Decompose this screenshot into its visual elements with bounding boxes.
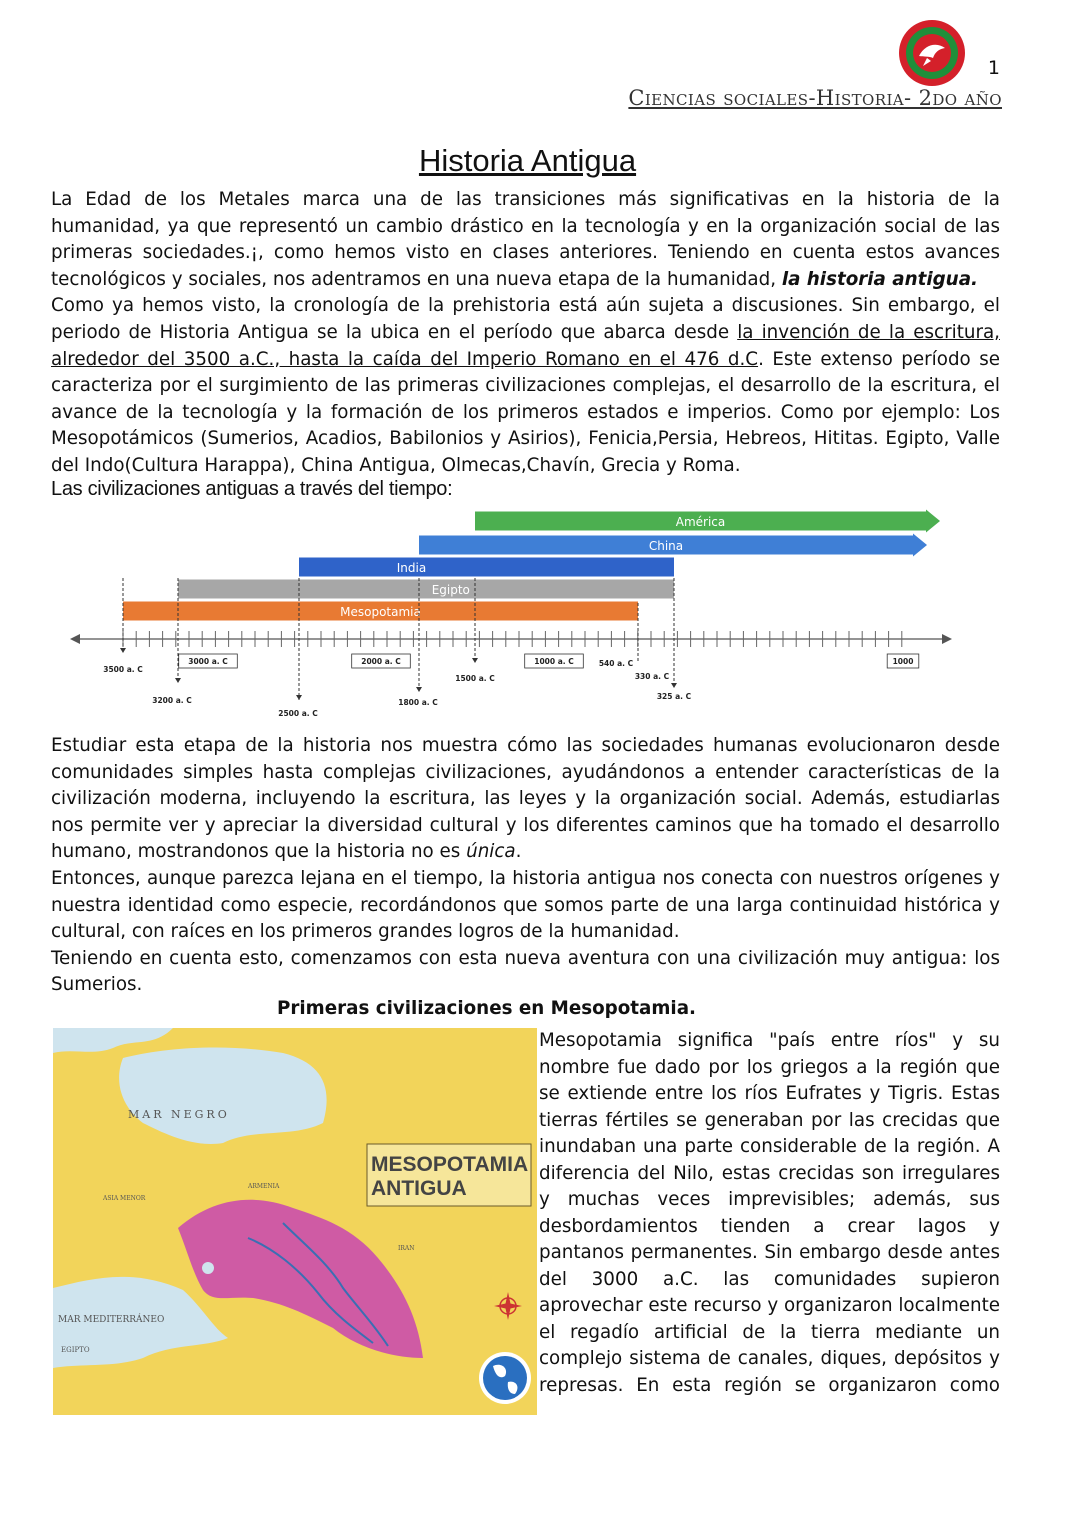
- intro-text: [51, 187, 1000, 480]
- body-paragraph-4: Entonces, aunque parezca lejana en el tiempo, la historia antigua nos conecta con nuestros orígenes y nuestra identidad como especie, recordándonos que somos parte de una larga continuidad histórica y cultural, con raíces en los primeros grandes logros de la humanidad.: [51, 867, 1000, 943]
- timeline-tick-label: 2000 a. C: [361, 657, 401, 666]
- intro-paragraph-2: Como ya hemos visto, la cronología de la prehistoria está aún sujeta a discusiones. Sin embargo, el periodo de Historia Antigua se la ubica en el período que abarca desde la invención de la escritura, alrededor del 3500 a.C., hasta la caída del Imperio Romano en el 476 d.C. Este extenso período se caracteriza por el surgimiento de las primeras civilizaciones complejas, el desarrollo de la escritura, el avance de la tecnología y la formación de los primeros estados e imperios. Como por ejemplo: Los Mesopotámicos (Sumerios, Acadios, Babilonios y Asirios), Fenicia,Persia, Hebreos, Hititas. Egipto, Valle del Indo(Cultura Harappa), China Antigua, Olmecas,Chavín, Grecia y Roma.: [51, 295, 1000, 476]
- timeline-tick-label: 1500 a. C: [455, 674, 495, 683]
- map-label-mediterranean: MAR MEDITERRÁNEO: [58, 1315, 165, 1325]
- timeline-tick-label: 540 a. C: [598, 659, 634, 668]
- timeline-dropline-arrow: [416, 687, 422, 692]
- timeline-dropline-arrow: [175, 678, 181, 683]
- section-heading: Primeras civilizaciones en Mesopotamia.: [277, 998, 696, 1019]
- timeline-dropline-arrow: [296, 695, 302, 700]
- body-paragraph-5: Teniendo en cuenta esto, comenzamos con esta nueva aventura con una civilización muy antigua: los Sumerios.: [51, 947, 1000, 996]
- mesopotamia-description-text: Mesopotamia significa "país entre ríos" y su nombre fue dado por los griegos a la región que se extiende entre los ríos Eufrates y Tigris. Estas tierras fértiles se generaban por las crecidas que inundaban una parte considerable de la región. A diferencia del Nilo, estas crecidas son irregulares y muchas veces imprevisibles; además, sus desbordamientos tienden a crear lagos y pantanos permanentes. Sin embargo desde antes del 3000 a.C. las comunidades supieron aprovechar este recurso y organizaron localmente el regadío artificial de la tierra mediante un complejo sistema de canales, diques, depósitos y represas. En esta región se organizaron como: [539, 1030, 1001, 1396]
- timeline-tick-label: 1800 a. C: [398, 698, 438, 707]
- timeline-tick-label: 2500 a. C: [278, 709, 318, 718]
- timeline-label-mesopotamia: Mesopotamia: [340, 605, 421, 619]
- timeline-tick-label: 1000 a. C: [534, 657, 574, 666]
- subject-header: Ciencias sociales-Historia- 2do año: [628, 86, 1002, 110]
- timeline-bar-egipto: [178, 580, 674, 599]
- timeline-axis-arrow-left: [70, 634, 80, 644]
- timeline-axis-arrow-right: [942, 634, 952, 644]
- timeline-label-china: China: [648, 539, 684, 553]
- timeline-arrowhead-china: [913, 534, 927, 557]
- mesopotamia-map: [53, 1028, 537, 1415]
- page-title: Historia Antigua: [418, 143, 637, 178]
- timeline-caption: Las civilizaciones antiguas a través del tiempo:: [51, 478, 453, 500]
- intro-paragraph-1: La Edad de los Metales marca una de las transiciones más significativas en la historia de la humanidad, ya que representó un cambio drástico en la tecnología y en la organización social de las primeras sociedades.¡, como hemos visto en clases anteriores. Teniendo en cuenta estos avances tecnológicos y sociales, nos adentramos en una nueva etapa de la humanidad, la historia antigua.: [51, 189, 1000, 290]
- body-paragraph-3: Estudiar esta etapa de la historia nos muestra cómo las sociedades humanas evolucionaron desde comunidades simples hasta complejas civilizaciones, ayudándonos a entender características de la civilización moderna, incluyendo la escritura, las leyes y la organización social. Además, estudiarlas nos permite ver y apreciar la diversidad cultural y los diferentes caminos que ha tomado el desarrollo humano, mostrandonos que la historia no es única.: [51, 735, 1000, 863]
- school-logo: [897, 18, 967, 88]
- timeline-arrowhead-américa: [926, 510, 940, 533]
- timeline-tick-label: 3500 a. C: [103, 665, 143, 674]
- timeline-tick-label: 330 a. C: [634, 672, 670, 681]
- timeline-tick-label: 3200 a. C: [152, 696, 192, 705]
- timeline-bar-india: [299, 558, 674, 577]
- timeline-label-egipto: Egipto: [431, 583, 470, 597]
- map-title-line-1: MESOPOTAMIA: [371, 1153, 529, 1176]
- map-label-egypt: EGIPTO: [61, 1346, 90, 1354]
- timeline-label-india: India: [396, 561, 427, 575]
- map-label-black-sea: MAR NEGRO: [128, 1108, 230, 1121]
- timeline-dropline-arrow: [671, 683, 677, 688]
- civilizations-timeline-chart: [60, 503, 960, 728]
- map-label-iran: IRAN: [398, 1245, 415, 1252]
- timeline-tick-label: 3000 a. C: [188, 657, 228, 666]
- timeline-dropline-arrow: [472, 658, 478, 663]
- timeline-tick-label: 325 a. C: [656, 692, 692, 701]
- body-text: [51, 733, 1000, 999]
- timeline-dropline-arrow: [120, 648, 126, 653]
- map-label-armenia: ARMENIA: [248, 1183, 280, 1190]
- page-number: 1: [987, 57, 1000, 79]
- globe-icon: [479, 1352, 531, 1404]
- timeline-label-américa: América: [675, 515, 726, 529]
- map-label-asia-menor: ASIA MENOR: [103, 1195, 146, 1202]
- timeline-tick-label: 1000: [892, 657, 914, 666]
- mesopotamia-description: [539, 1028, 1000, 1399]
- map-title-line-2: ANTIGUA: [371, 1177, 467, 1200]
